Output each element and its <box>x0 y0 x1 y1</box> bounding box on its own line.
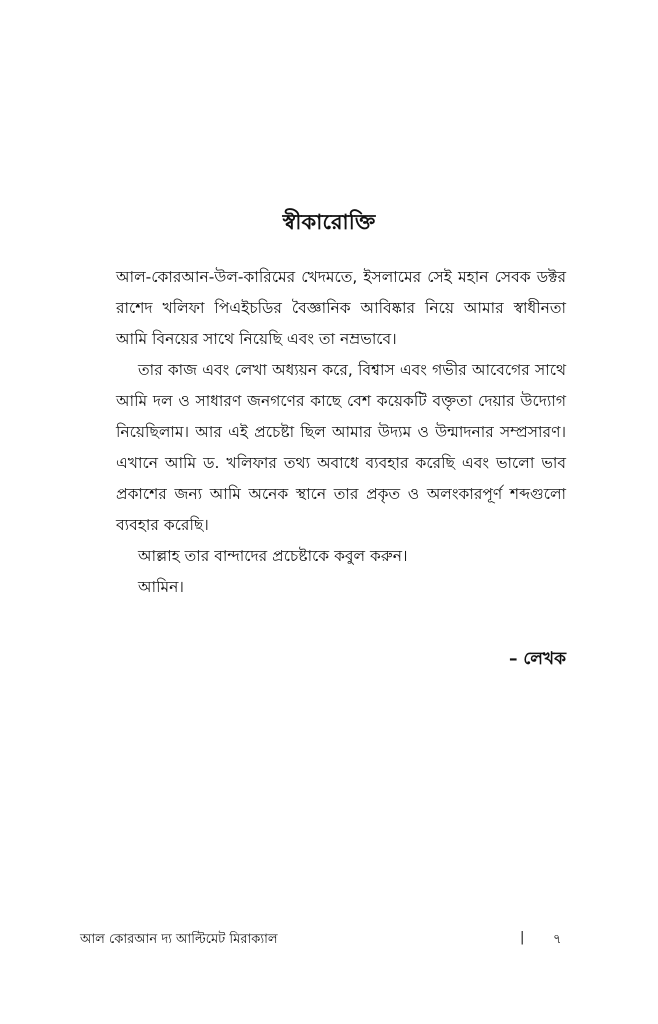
paragraph-4: আমিন। <box>138 578 184 596</box>
paragraph-1: আল-কোরআন-উল-কারিমের খেদমতে, ইসলামের সেই মহান সেবক ডক্টর রাশেদ খলিফা পিএইচডির বৈজ্ঞানিক আবিষ্কার নিয়ে আমার স্বাধীনতা আমি বিনয়ের সাথে নিয়েছি এবং তা নম্রভাবে। <box>116 268 566 348</box>
footer-separator: | <box>520 930 525 945</box>
footer-book-title: আল কোরআন দ্য আল্টিমেট মিরাক্যাল <box>80 932 278 947</box>
page-title: স্বীকারোক্তি <box>282 210 376 234</box>
page-number: ৭ <box>553 932 562 947</box>
author-signature: – লেখক <box>508 649 566 669</box>
paragraph-3: আল্লাহ তার বান্দাদের প্রচেষ্টাকে কবুল করুন। <box>138 547 408 565</box>
body-text <box>116 262 566 603</box>
paragraph-2: তার কাজ এবং লেখা অধ্যয়ন করে, বিশ্বাস এবং গভীর আবেগের সাথে আমি দল ও সাধারণ জনগণের কাছে বেশ কয়েকটি বক্তৃতা দেয়ার উদ্যোগ নিয়েছিলাম। আর এই প্রচেষ্টা ছিল আমার উদ্যম ও উন্মাদনার সম্প্রসারণ। এখানে আমি ড. খলিফার তথ্য অবাধে ব্যবহার করেছি এবং ভালো ভাব প্রকাশের জন্য আমি অনেক স্থানে তার প্রকৃত ও অলংকারপূর্ণ শব্দগুলো ব্যবহার করেছি। <box>116 361 566 534</box>
